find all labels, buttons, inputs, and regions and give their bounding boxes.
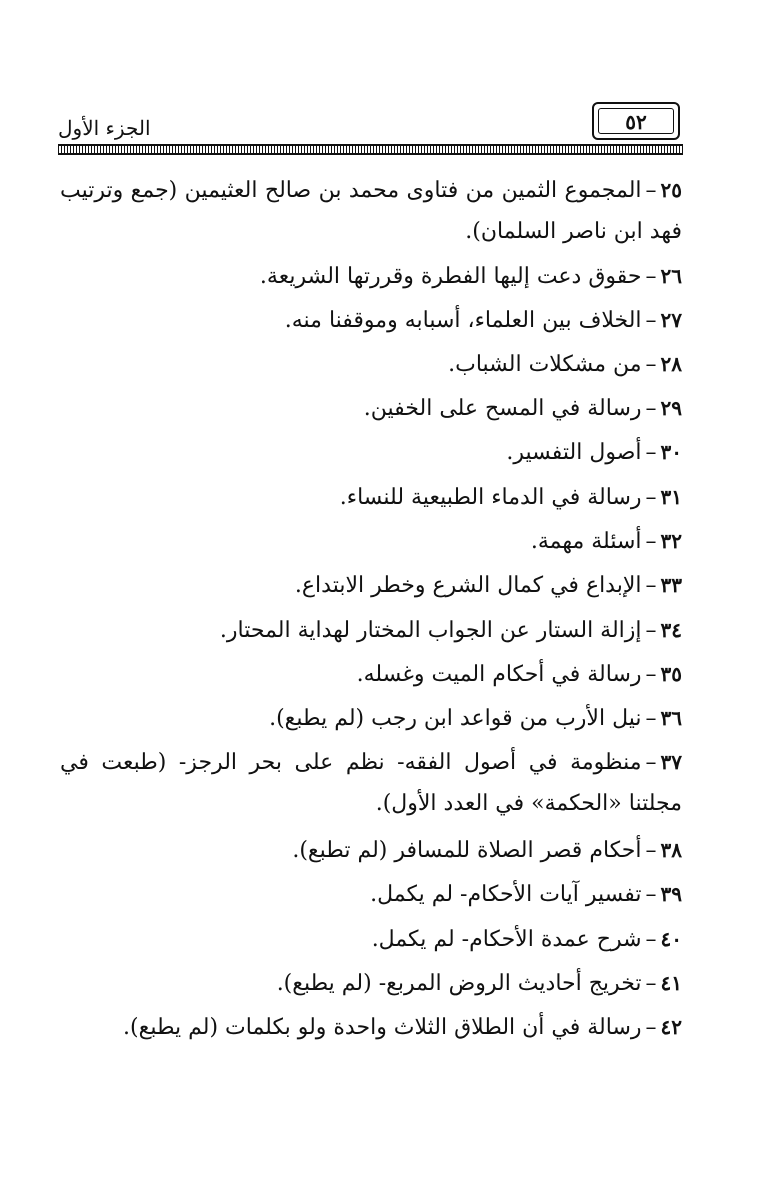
item-number: ٤١: [660, 971, 682, 995]
list-item: ٣٦–نيل الأرب من قواعد ابن رجب (لم يطبع).: [269, 706, 682, 731]
item-text: رسالة في المسح على الخفين.: [363, 396, 642, 421]
item-text: أصول التفسير.: [506, 440, 642, 465]
item-number: ٢٩: [660, 396, 682, 420]
item-number: ٣٠: [660, 440, 682, 464]
list-item: ٣٧–منظومة في أصول الفقه- نظم على بحر الرجز- (طبعت في مجلتنا «الحكمة» في العدد الأول).: [60, 750, 682, 816]
list-item: ٤٠–شرح عمدة الأحكام- لم يكمل.: [371, 927, 682, 952]
running-title: الجزء الأول: [58, 116, 151, 140]
item-text: رسالة في أحكام الميت وغسله.: [356, 662, 642, 687]
item-text: رسالة في أن الطلاق الثلاث واحدة ولو بكلمات (لم يطبع).: [123, 1015, 642, 1040]
page-number-box: [592, 102, 680, 140]
item-number: ٢٥: [660, 178, 682, 202]
item-text: تفسير آيات الأحكام- لم يكمل.: [370, 882, 642, 907]
item-number: ٣٩: [660, 882, 682, 906]
list-item: ٣٤–إزالة الستار عن الجواب المختار لهداية المحتار.: [219, 618, 682, 643]
list-item: ٣٢–أسئلة مهمة.: [530, 529, 682, 554]
item-number: ٣٢: [660, 529, 682, 553]
list-item: ٢٩–رسالة في المسح على الخفين.: [363, 396, 682, 421]
item-number: ٤٠: [660, 927, 682, 951]
list-item: ٣٣–الإبداع في كمال الشرع وخطر الابتداع.: [294, 573, 682, 598]
item-number: ٣٤: [660, 618, 682, 642]
item-text: إزالة الستار عن الجواب المختار لهداية المحتار.: [219, 618, 642, 643]
item-text: رسالة في الدماء الطبيعية للنساء.: [339, 485, 642, 510]
list-item: ٢٥–المجموع الثمين من فتاوى محمد بن صالح العثيمين (جمع وترتيب فهد ابن ناصر السلمان).: [60, 178, 682, 244]
header-rule: [58, 144, 683, 155]
item-text: أحكام قصر الصلاة للمسافر (لم تطبع).: [292, 838, 642, 863]
list-item: ٢٧–الخلاف بين العلماء، أسبابه وموقفنا منه.: [284, 308, 682, 333]
list-item: ٣١–رسالة في الدماء الطبيعية للنساء.: [339, 485, 682, 510]
item-text: الإبداع في كمال الشرع وخطر الابتداع.: [294, 573, 642, 598]
list-item: ٢٦–حقوق دعت إليها الفطرة وقررتها الشريعة.: [259, 264, 682, 289]
item-number: ٢٧: [660, 308, 682, 332]
item-text: المجموع الثمين من فتاوى محمد بن صالح العثيمين (جمع وترتيب فهد ابن ناصر السلمان).: [60, 178, 682, 244]
item-text: نيل الأرب من قواعد ابن رجب (لم يطبع).: [269, 706, 642, 731]
item-number: ٣٨: [660, 838, 682, 862]
item-text: حقوق دعت إليها الفطرة وقررتها الشريعة.: [259, 264, 642, 289]
list-item: ٣٨–أحكام قصر الصلاة للمسافر (لم تطبع).: [292, 838, 682, 863]
page-number: ٥٢: [625, 110, 647, 134]
item-number: ٣٦: [660, 706, 682, 730]
item-number: ٣٥: [660, 662, 682, 686]
item-text: أسئلة مهمة.: [530, 529, 642, 554]
item-text: من مشكلات الشباب.: [448, 352, 642, 377]
item-text: شرح عمدة الأحكام- لم يكمل.: [371, 927, 642, 952]
list-item: ٤١–تخريج أحاديث الروض المربع- (لم يطبع).: [276, 971, 682, 996]
item-text: منظومة في أصول الفقه- نظم على بحر الرجز- (طبعت في مجلتنا «الحكمة» في العدد الأول).: [60, 750, 682, 816]
item-number: ٣٣: [660, 573, 682, 597]
item-text: الخلاف بين العلماء، أسبابه وموقفنا منه.: [284, 308, 642, 333]
item-number: ٣١: [660, 485, 682, 509]
item-text: تخريج أحاديث الروض المربع- (لم يطبع).: [276, 971, 642, 996]
item-number: ٣٧: [660, 750, 682, 774]
list-item: ٣٠–أصول التفسير.: [506, 440, 682, 465]
list-item: ٤٢–رسالة في أن الطلاق الثلاث واحدة ولو بكلمات (لم يطبع).: [123, 1015, 682, 1040]
list-item: ٢٨–من مشكلات الشباب.: [448, 352, 682, 377]
list-item: ٣٥–رسالة في أحكام الميت وغسله.: [356, 662, 682, 687]
item-number: ٤٢: [660, 1015, 682, 1039]
item-number: ٢٦: [660, 264, 682, 288]
list-item: ٣٩–تفسير آيات الأحكام- لم يكمل.: [370, 882, 682, 907]
item-number: ٢٨: [660, 352, 682, 376]
